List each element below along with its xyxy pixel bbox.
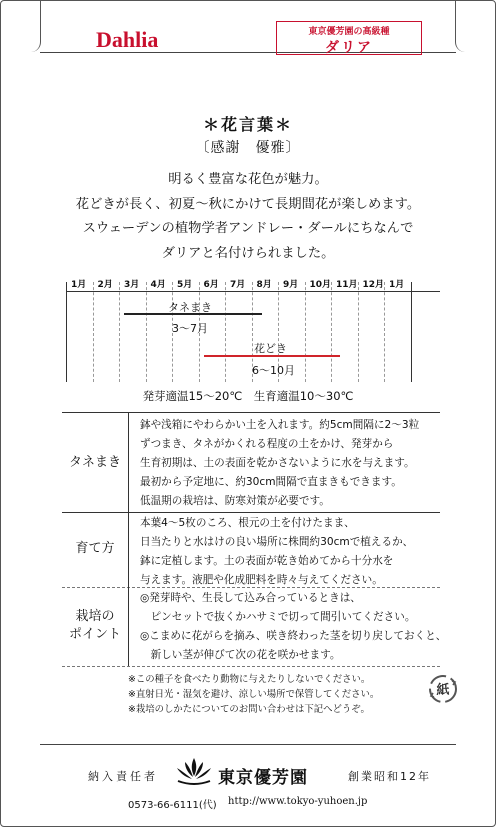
envelope-flap-left <box>0 0 41 52</box>
description-line: ダリアと名付けられました。 <box>161 245 335 261</box>
instruction-line: ずつまき、タネがかくれる程度の土をかけ、発芽から <box>140 438 394 450</box>
blooming-label: 花どき <box>254 342 287 355</box>
brand-product-name: ダリア <box>325 40 373 56</box>
month-divider <box>119 282 120 382</box>
month-label: 7月 <box>230 280 246 290</box>
month-divider <box>225 282 226 382</box>
flower-words-meaning: 〔感謝 優雅〕 <box>195 140 301 156</box>
month-divider <box>384 282 385 382</box>
instruction-line: ◎こまめに花がらを摘み、咲き終わった茎を切り戻しておくと、 <box>140 630 447 642</box>
month-divider <box>146 282 147 382</box>
table-rule <box>62 512 440 513</box>
note-line: ※この種子を食べたり動物に与えたりしないでください。 <box>128 674 371 685</box>
instruction-line: 鉢や浅箱にやわらかい土を入れます。約5cm間隔に2～3粒 <box>140 419 420 431</box>
instruction-heading-points <box>62 608 128 644</box>
instruction-line: ピンセットで抜くかハサミで切って間引いてください。 <box>140 611 416 623</box>
paper-recycle-icon <box>428 674 458 704</box>
brand-label <box>276 21 422 55</box>
envelope-flap-right <box>455 0 496 52</box>
month-label: 10月 <box>309 280 332 290</box>
instruction-line: 本葉4～5枚のころ、根元の土を付けたまま、 <box>140 517 355 529</box>
brand-subtitle: 東京優芳園の高級種 <box>308 27 390 37</box>
sowing-label: タネまき <box>168 301 212 314</box>
instruction-line: 低温期の栽培は、防寒対策が必要です。 <box>140 495 330 507</box>
heading-line: 栽培の <box>75 609 115 624</box>
temperature-info: 発芽適温15～20℃ 生育適温10～30℃ <box>142 389 354 403</box>
month-label: 2月 <box>97 280 113 290</box>
description <box>0 168 496 266</box>
website-link[interactable]: http://www.tokyo-yuhoen.jp <box>228 796 368 807</box>
responsible-party-label: 納入責任者 <box>88 770 158 783</box>
instruction-line: ◎発芽時や、生長して込み合っているときは、 <box>140 592 361 604</box>
flower-words-heading: ＊花言葉＊ <box>202 115 293 134</box>
instruction-line: 日当たりと水はけの良い場所に株間約30cmで植えるか、 <box>140 536 414 548</box>
description-line: スウェーデンの植物学者アンドレー・ダールにちなんで <box>82 221 414 236</box>
month-label: 9月 <box>283 280 299 290</box>
month-label: 11月 <box>336 280 358 290</box>
caution-notes <box>128 672 379 717</box>
instruction-line: 鉢に定植します。土の表面が乾き始めてから十分水を <box>140 555 394 567</box>
instruction-heading-care: 育て方 <box>75 541 115 556</box>
product-title: Dahlia <box>96 27 159 52</box>
instruction-heading-sowing: タネまき <box>68 455 121 470</box>
sowing-range: 3～7月 <box>172 322 208 335</box>
phone-number: 0573-66-6111(代) <box>128 800 217 811</box>
instruction-body-sowing <box>140 416 440 511</box>
month-label: 12月 <box>362 280 385 290</box>
instruction-line: 最初から予定地に、約30cm間隔で直まきもできます。 <box>140 476 402 488</box>
heading-line: ポイント <box>68 627 121 642</box>
blooming-range: 6～10月 <box>252 364 295 377</box>
month-divider <box>66 282 67 382</box>
month-label: 3月 <box>124 280 140 290</box>
note-line: ※栽培のしかたについてのお問い合わせは下記へどうぞ。 <box>128 704 370 715</box>
table-rule-top <box>62 412 440 413</box>
month-divider <box>331 282 332 382</box>
month-label: 5月 <box>177 280 193 290</box>
month-divider <box>411 282 412 382</box>
month-divider <box>358 282 359 382</box>
note-line: ※直射日光・湿気を避け、涼しい場所で保管してください。 <box>128 689 380 700</box>
footer-rule <box>40 744 456 745</box>
description-line: 花どきが長く、初夏～秋にかけて長期間花が楽しめます。 <box>75 196 421 212</box>
instruction-line: 与えます。液肥や化成肥料を時々与えてください。 <box>140 574 383 586</box>
month-label: 4月 <box>150 280 166 290</box>
established-year: 創業昭和12年 <box>348 770 431 783</box>
month-label: 1月 <box>71 280 87 290</box>
month-label: 1月 <box>389 280 405 290</box>
instruction-body-care <box>140 514 440 590</box>
instruction-line: 生育初期は、土の表面を乾かさないように水を与えます。 <box>140 457 415 469</box>
month-divider <box>305 282 306 382</box>
month-label: 8月 <box>256 280 272 290</box>
month-divider <box>93 282 94 382</box>
table-rule-bottom <box>62 666 440 667</box>
month-label: 6月 <box>203 280 219 290</box>
table-column-divider <box>128 412 129 666</box>
lotus-logo-icon <box>174 756 214 786</box>
company-name: 東京優芳園 <box>218 768 308 788</box>
description-line: 明るく豊富な花色が魅力。 <box>168 172 328 187</box>
instruction-body-points <box>140 589 447 665</box>
instruction-line: 新しい茎が伸びて次の花を咲かせます。 <box>140 649 341 661</box>
recycle-mark-text: 紙 <box>436 683 450 698</box>
